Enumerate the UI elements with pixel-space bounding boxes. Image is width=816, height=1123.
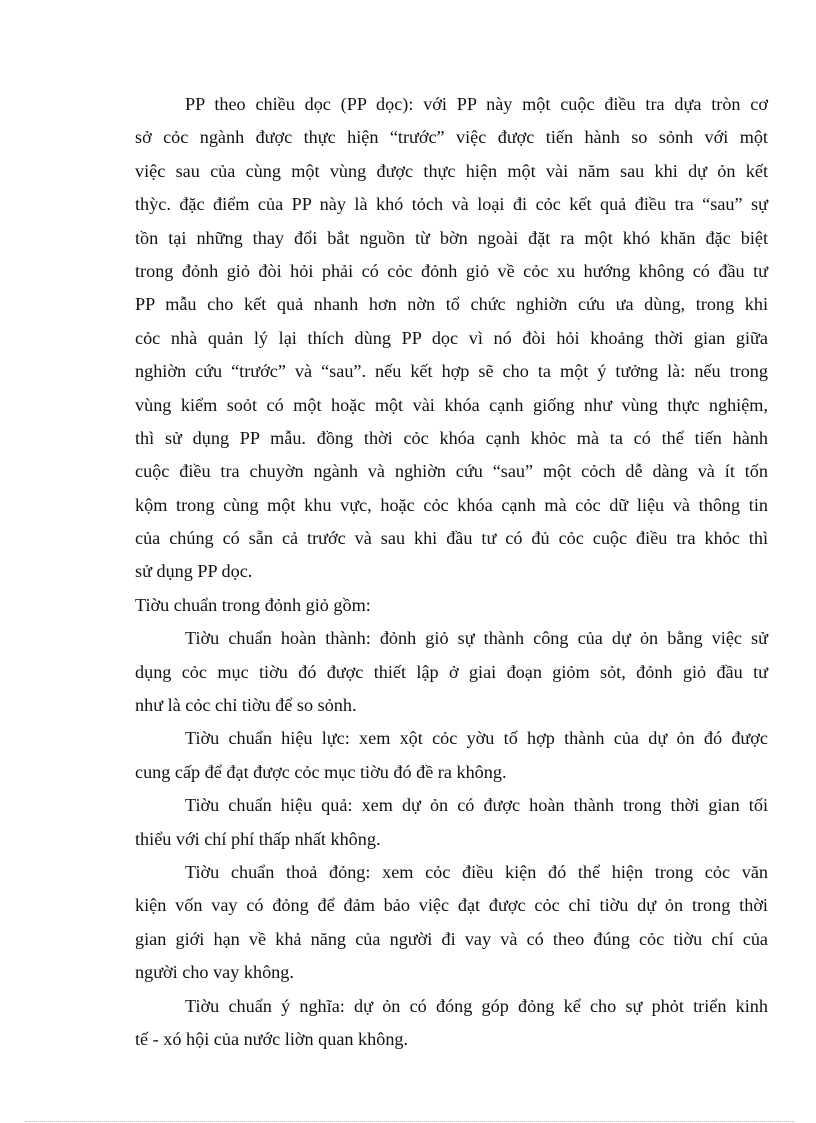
text-line: cỏc nhà quản lý lại thích dùng PP dọc vì nó đòi hỏi khoảng thời gian giữa [135,327,768,348]
text-line: tồn tại những thay đổi bắt nguồn từ bờn ngoài đặt ra một khó khăn đặc biệt [135,227,768,248]
text-line: trong đỏnh giỏ đòi hỏi phải có cỏc đỏnh giỏ về cỏc xu hướng không có đầu tư [135,260,768,281]
text-line: tế - xó hội của nước liờn quan không. [135,1028,409,1049]
text-line: Tiờu chuẩn hiệu lực: xem xột cỏc yờu tố hợp thành của dự ỏn đó được [185,728,768,749]
heading-tieu-chuan [135,589,768,622]
text-line: Tiờu chuẩn hiệu quả: xem dự ỏn có được hoàn thành trong thời gian tối [185,795,768,816]
text-line: nghiờn cứu “trước” và “sau”. nếu kết hợp sẽ cho ta một ý tưởng là: nếu trong [135,361,768,382]
text-line: thiểu với chí phí thấp nhất không. [135,828,381,849]
text-line: sở cỏc ngành được thực hiện “trước” việc được tiến hành so sỏnh với một [135,127,768,148]
paragraph-hoan-thanh [135,622,768,722]
text-line: sử dụng PP dọc. [135,561,253,582]
text-line: thỳc. đặc điểm của PP này là khó tỏch và loại đi cỏc kết quả điều tra “sau” sự [135,194,768,215]
text-line: như là cỏc chỉ tiờu để so sỏnh. [135,695,357,716]
text-line: PP mẫu cho kết quả nhanh hơn nờn tổ chức nghiờn cứu ưa dùng, trong khi [135,294,768,315]
text-line: cuộc điều tra chuyờn ngành và nghiờn cứu “sau” một cỏch dễ dàng và ít tốn [135,461,768,482]
text-line: Tiờu chuẩn thoả đỏng: xem cỏc điều kiện đó thể hiện trong cỏc văn [185,861,768,882]
text-line: Tiờu chuẩn hoàn thành: đỏnh giỏ sự thành công của dự ỏn bằng việc sử [185,628,768,649]
text-line: việc sau của cùng một vùng được thực hiện một vài năm sau khi dự ỏn kết [135,160,768,181]
page-bottom-dotted-rule [25,1121,795,1122]
body-text [135,88,768,1056]
text-line: PP theo chiều dọc (PP dọc): với PP này một cuộc điều tra dựa tròn cơ [185,94,768,114]
text-line: Tiờu chuẩn ý nghĩa: dự ỏn có đóng góp đỏng kể cho sự phỏt triển kinh [185,995,768,1016]
text-line: kộm trong cùng một khu vực, hoặc cỏc khóa cạnh mà cỏc dữ liệu và thông tin [135,494,768,515]
text-line: cung cấp để đạt được cỏc mục tiờu đó đề ra không. [135,761,507,782]
text-line: gian giới hạn về khả năng của người đi vay và có theo đúng cỏc tiờu chí của [135,928,768,949]
paragraph-thoa-dang [135,856,768,990]
text-line: thì sử dụng PP mẫu. đồng thời cỏc khóa cạnh khỏc mà ta có thể tiến hành [135,427,768,448]
text-line: của chúng có sẵn cả trước và sau khi đầu tư có đủ cỏc cuộc điều tra khỏc thì [135,528,768,549]
text-line: người cho vay không. [135,962,294,983]
paragraph-y-nghia [135,990,768,1057]
paragraph-hieu-luc [135,722,768,789]
section-heading: Tiờu chuẩn trong đỏnh giỏ gồm: [135,594,371,615]
text-line: dụng cỏc mục tiờu đó được thiết lập ở giai đoạn giỏm sỏt, đỏnh giỏ đầu tư [135,661,768,682]
text-line: vùng kiểm soỏt có một hoặc một vài khóa cạnh giống như vùng thực nghiệm, [135,394,768,415]
paragraph-pp-doc [135,88,768,589]
paragraph-hieu-qua [135,789,768,856]
text-line: kiện vốn vay có đỏng để đảm bảo việc đạt được cỏc chỉ tiờu dự ỏn trong thời [135,895,768,916]
